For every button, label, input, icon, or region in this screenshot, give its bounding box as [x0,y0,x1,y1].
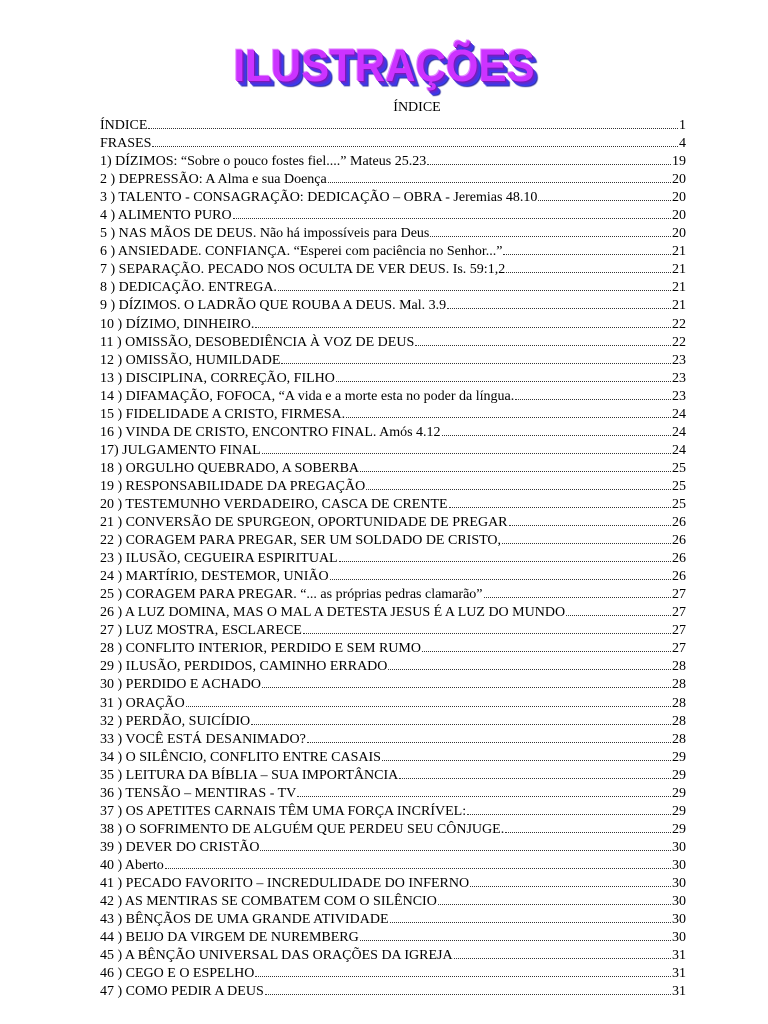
toc-entry[interactable] [100,803,686,821]
toc-entry-page: 26 [672,515,686,531]
toc-entry-page: 30 [672,839,686,855]
toc-entry-page: 31 [672,948,686,964]
toc-entry-page: 23 [672,370,686,386]
toc-entry-page: 21 [672,262,686,278]
toc-entry-label: 3 ) TALENTO - CONSAGRAÇÃO: DEDICAÇÃO – OBRA - Jeremias 48.10 [100,190,538,206]
toc-entry-label: 20 ) TESTEMUNHO VERDADEIRO, CASCA DE CRENTE [100,496,448,512]
toc-leader-dots [281,362,671,364]
toc-leader-dots [447,307,671,309]
toc-entry[interactable] [100,875,686,893]
toc-entry-page: 28 [672,731,686,747]
toc-entry[interactable] [100,171,686,189]
toc-entry[interactable] [100,334,686,352]
toc-leader-dots [148,127,678,129]
toc-entry-label: 17) JULGAMENTO FINAL [100,442,261,458]
toc-leader-dots [152,145,678,147]
toc-entry[interactable] [100,821,686,839]
toc-leader-dots [360,470,671,472]
toc-leader-dots [388,668,671,670]
toc-entry[interactable] [100,117,686,135]
toc-entry-label: 22 ) CORAGEM PARA PREGAR, SER UM SOLDADO DE CRISTO, [100,533,502,549]
toc-entry-label: 12 ) OMISSÃO, HUMILDADE [100,352,281,368]
toc-entry[interactable] [100,911,686,929]
toc-entry[interactable] [100,731,686,749]
toc-entry-page: 19 [672,154,686,170]
toc-leader-dots [509,524,671,526]
toc-leader-dots [415,344,671,346]
toc-entry[interactable] [100,983,686,1001]
toc-leader-dots [297,795,671,797]
toc-entry-page: 31 [672,966,686,982]
toc-leader-dots [484,596,672,598]
toc-entry-page: 24 [672,424,686,440]
toc-leader-dots [399,777,671,779]
toc-entry-page: 20 [672,190,686,206]
toc-entry[interactable] [100,857,686,875]
toc-entry-page: 29 [672,803,686,819]
toc-entry-page: 4 [679,136,686,152]
toc-entry[interactable] [100,658,686,676]
toc-leader-dots [506,271,671,273]
toc-entry-page: 27 [672,623,686,639]
toc-leader-dots [303,632,671,634]
toc-entry-label: 28 ) CONFLITO INTERIOR, PERDIDO E SEM RUMO [100,641,421,657]
toc-leader-dots [346,416,671,418]
toc-leader-dots [328,181,671,183]
toc-entry-page: 26 [672,551,686,567]
toc-entry[interactable] [100,947,686,965]
toc-entry-label: 44 ) BEIJO DA VIRGEM DE NUREMBERG [100,930,359,946]
toc-entry[interactable] [100,153,686,171]
toc-entry-label: 34 ) O SILÊNCIO, CONFLITO ENTRE CASAIS [100,749,381,765]
toc-entry-label: 39 ) DEVER DO CRISTÃO [100,839,260,855]
toc-entry-label: 30 ) PERDIDO E ACHADO [100,677,261,693]
toc-entry[interactable] [100,965,686,983]
toc-leader-dots [515,398,671,400]
toc-entry[interactable] [100,388,686,406]
toc-leader-dots [307,741,671,743]
toc-entry-page: 22 [672,316,686,332]
toc-leader-dots [262,452,671,454]
toc-entry[interactable] [100,586,686,604]
toc-entry-label: 41 ) PECADO FAVORITO – INCREDULIDADE DO INFERNO [100,875,470,891]
toc-leader-dots [467,813,671,815]
toc-entry-label: 6 ) ANSIEDADE. CONFIANÇA. “Esperei com paciência no Senhor...” [100,244,503,260]
toc-entry-page: 1 [679,118,686,133]
toc-leader-dots [339,560,671,562]
toc-entry-page: 27 [672,605,686,621]
toc-entry-label: 8 ) DEDICAÇÃO. ENTREGA. [100,280,277,296]
toc-entry[interactable] [100,767,686,785]
toc-entry[interactable] [100,695,686,713]
toc-entry-label: 9 ) DÍZIMOS. O LADRÃO QUE ROUBA A DEUS. Mal. 3.9 [100,298,447,314]
toc-entry-label: 31 ) ORAÇÃO [100,695,185,711]
toc-leader-dots [427,163,671,165]
toc-leader-dots [255,326,671,328]
toc-entry-label: 26 ) A LUZ DOMINA, MAS O MAL A DETESTA JESUS É A LUZ DO MUNDO [100,605,566,621]
toc-entry[interactable] [100,424,686,442]
toc-leader-dots [278,289,671,291]
toc-entry-page: 20 [672,172,686,188]
toc-entry-label: 1) DÍZIMOS: “Sobre o pouco fostes fiel....” Mateus 25.23 [100,154,427,170]
toc-entry[interactable] [100,676,686,694]
toc-entry-page: 20 [672,208,686,224]
toc-entry-label: 37 ) OS APETITES CARNAIS TÊM UMA FORÇA INCRÍVEL: [100,803,467,819]
toc-entry-page: 25 [672,460,686,476]
toc-entry-page: 21 [672,244,686,260]
toc-entry-page: 28 [672,713,686,729]
toc-entry-page: 25 [672,496,686,512]
toc-entry-label: 25 ) CORAGEM PARA PREGAR. “... as próprias pedras clamarão” [100,587,483,603]
banner-title: ILUSTRAÇÕES [233,40,535,91]
toc-entry-label: 35 ) LEITURA DA BÍBLIA – SUA IMPORTÂNCIA [100,767,399,783]
toc-entry-page: 25 [672,478,686,494]
toc-entry-label: 32 ) PERDÃO, SUICÍDIO [100,713,251,729]
toc-entry-page: 29 [672,749,686,765]
toc-leader-dots [330,578,671,580]
toc-leader-dots [390,921,671,923]
toc-entry[interactable] [100,604,686,622]
toc-entry[interactable] [100,532,686,550]
table-of-contents [100,117,686,1001]
toc-leader-dots [438,903,671,905]
toc-entry-label: 27 ) LUZ MOSTRA, ESCLARECE [100,623,302,639]
toc-leader-dots [470,885,671,887]
toc-entry[interactable] [100,189,686,207]
toc-leader-dots [442,434,671,436]
toc-entry-page: 28 [672,659,686,675]
toc-entry-label: 7 ) SEPARAÇÃO. PECADO NOS OCULTA DE VER DEUS. Is. 59:1,2 [100,262,506,278]
toc-entry[interactable] [100,839,686,857]
toc-leader-dots [538,199,671,201]
toc-entry-label: ÍNDICE [100,118,148,133]
toc-entry-label: 47 ) COMO PEDIR A DEUS [100,984,264,1000]
toc-leader-dots [422,650,671,652]
toc-entry-label: 21 ) CONVERSÃO DE SPURGEON, OPORTUNIDADE DE PREGAR [100,515,508,531]
toc-entry[interactable] [100,478,686,496]
toc-leader-dots [454,957,671,959]
toc-entry-page: 30 [672,857,686,873]
toc-entry-label: 23 ) ILUSÃO, CEGUEIRA ESPIRITUAL [100,551,338,567]
toc-entry-label: 14 ) DIFAMAÇÃO, FOFOCA, “A vida e a morte esta no poder da língua. [100,388,515,404]
toc-entry-page: 22 [672,334,686,350]
toc-entry-page: 21 [672,280,686,296]
toc-entry-page: 27 [672,641,686,657]
toc-leader-dots [255,975,671,977]
toc-entry-label: 33 ) VOCÊ ESTÁ DESANIMADO? [100,731,306,747]
toc-leader-dots [233,217,671,219]
toc-entry-page: 24 [672,442,686,458]
toc-entry-page: 28 [672,677,686,693]
toc-entry-page: 30 [672,912,686,928]
toc-entry[interactable] [100,243,686,261]
toc-entry-page: 20 [672,226,686,242]
toc-entry[interactable] [100,893,686,911]
toc-entry-label: 24 ) MARTÍRIO, DESTEMOR, UNIÃO [100,569,329,585]
toc-entry-page: 30 [672,875,686,891]
toc-entry-page: 30 [672,930,686,946]
toc-entry-label: FRASES [100,136,152,152]
toc-leader-dots [503,253,671,255]
toc-entry[interactable] [100,640,686,658]
toc-entry[interactable] [100,442,686,460]
toc-entry-label: 42 ) AS MENTIRAS SE COMBATEM COM O SILÊNCIO [100,894,437,910]
toc-entry-label: 43 ) BÊNÇÃOS DE UMA GRANDE ATIVIDADE [100,912,389,928]
toc-leader-dots [360,939,671,941]
toc-leader-dots [262,686,671,688]
toc-leader-dots [505,831,671,833]
toc-entry-page: 21 [672,298,686,314]
toc-entry[interactable] [100,279,686,297]
toc-leader-dots [336,380,671,382]
toc-entry-page: 28 [672,695,686,711]
toc-entry[interactable] [100,261,686,279]
toc-entry-label: 18 ) ORGULHO QUEBRADO, A SOBERBA [100,460,360,476]
toc-entry-page: 26 [672,569,686,585]
toc-entry-page: 29 [672,767,686,783]
toc-entry-label: 2 ) DEPRESSÃO: A Alma e sua Doença [100,172,327,188]
toc-entry[interactable] [100,785,686,803]
toc-entry[interactable] [100,207,686,225]
toc-leader-dots [566,614,671,616]
toc-leader-dots [502,542,671,544]
toc-leader-dots [382,759,671,761]
toc-entry-page: 31 [672,984,686,1000]
toc-entry[interactable] [100,496,686,514]
toc-entry[interactable] [100,352,686,370]
toc-entry-label: 4 ) ALIMENTO PURO [100,208,232,224]
toc-entry-page: 23 [672,388,686,404]
toc-entry-label: 38 ) O SOFRIMENTO DE ALGUÉM QUE PERDEU SEU CÔNJUGE. [100,821,505,837]
toc-entry[interactable] [100,568,686,586]
title-banner [0,42,768,102]
toc-entry-label: 5 ) NAS MÃOS DE DEUS. Não há impossíveis para Deus [100,226,430,242]
toc-entry-label: 15 ) FIDELIDADE A CRISTO, FIRMESA. [100,406,346,422]
toc-entry[interactable] [100,929,686,947]
toc-entry-label: 16 ) VINDA DE CRISTO, ENCONTRO FINAL. Amós 4.12 [100,424,441,440]
toc-leader-dots [165,867,671,869]
toc-entry-page: 29 [672,821,686,837]
toc-entry[interactable] [100,514,686,532]
toc-entry-label: 13 ) DISCIPLINA, CORREÇÃO, FILHO [100,370,335,386]
toc-entry[interactable] [100,550,686,568]
toc-entry[interactable] [100,713,686,731]
toc-entry-page: 30 [672,894,686,910]
toc-entry[interactable] [100,460,686,478]
toc-entry-label: 10 ) DÍZIMO, DINHEIRO. [100,316,255,332]
toc-entry[interactable] [100,225,686,243]
toc-leader-dots [366,488,671,490]
toc-entry-page: 29 [672,785,686,801]
toc-entry-label: 29 ) ILUSÃO, PERDIDOS, CAMINHO ERRADO [100,659,388,675]
toc-entry-page: 23 [672,352,686,368]
index-heading: ÍNDICE [393,100,441,115]
toc-entry[interactable] [100,297,686,315]
toc-entry-page: 27 [672,587,686,603]
toc-entry-label: 19 ) RESPONSABILIDADE DA PREGAÇÃO [100,478,366,494]
toc-entry-label: 11 ) OMISSÃO, DESOBEDIÊNCIA À VOZ DE DEUS [100,334,415,350]
toc-entry-label: 36 ) TENSÃO – MENTIRAS - TV [100,785,297,801]
toc-entry-label: 46 ) CEGO E O ESPELHO [100,966,255,982]
toc-leader-dots [449,506,671,508]
toc-leader-dots [265,993,671,995]
toc-entry[interactable] [100,370,686,388]
toc-entry[interactable] [100,622,686,640]
toc-leader-dots [430,235,671,237]
toc-leader-dots [251,723,671,725]
toc-entry[interactable] [100,135,686,153]
toc-entry-label: 45 ) A BÊNÇÃO UNIVERSAL DAS ORAÇÕES DA IGREJA [100,948,453,964]
toc-entry-label: 40 ) Aberto [100,857,164,873]
toc-entry[interactable] [100,406,686,424]
toc-entry[interactable] [100,316,686,334]
toc-leader-dots [260,849,671,851]
toc-entry[interactable] [100,749,686,767]
toc-entry-page: 26 [672,533,686,549]
toc-leader-dots [186,705,671,707]
toc-entry-page: 24 [672,406,686,422]
